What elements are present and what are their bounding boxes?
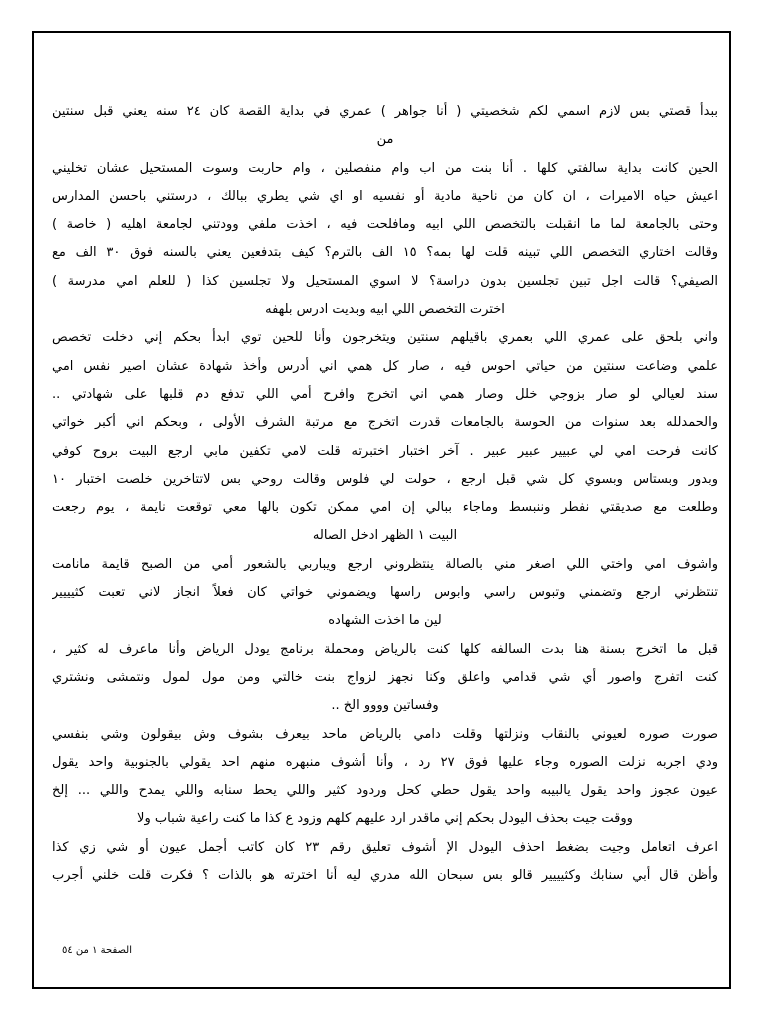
text-line: كنت اتفرج واصور أي شي قدامي واعلق وكنا نجهز لزواج بنت خالتي ومن مول لمول ونتمشى ونشتري [52,669,718,685]
text-line: واني بلحق على عمري اللي بعمري باقيلهم سنتين ويتخرجون وأنا للحين توي ابدأ بحكم إني دخلت تخصص [52,330,718,346]
text-line: اعرف اتعامل وجيت بضغط احذف اليودل الإ أشوف تعليق رقم ٢٣ كان كاتب أجمل عيون أو شي زي كذا [52,839,718,855]
text-line: والحمدلله بعد سنوات من الحوسة بالجامعات قدرت اتخرج مع مرتبة الشرف الأولى ، وبحكم اني أكبر خواتي [52,415,718,431]
text-line: وبدور وبستاس وبسوي كل شي قبل ارجع ، حولت لي فلوس وقالت روحي بس لاتتاخرين خلصت اختبار ١٠ [52,471,718,487]
text-line: اعيش حياه الاميرات ، ان كان من ناحية مادية أو نفسيه او اي شي يطري ببالك ، درستني باحسن المدارس [52,188,718,204]
text-line: وحتى بالجامعة لما ما انقبلت بالتخصص اللي ابيه ومافلحت فيه ، اخذت ملفي وودتني لجامعة اهليه ( خاصة ) [52,217,718,233]
text-line: سند لعيالي لو صار بزوجي خلل وصار همي اني اتخرج وافرح أمي اللي تدفع دم قلبها على شهادتي .. [52,386,718,402]
text-line: الحين كانت بداية سالفتي كلها . أنا بنت من اب وام منفصلين ، وام حاربت وسوت المستحيل عشان تخليني [52,160,718,176]
text-line: وفساتين وووو الخ .. [331,698,439,714]
text-line: الصيفي؟ قالت اجل تبين تجلسين بدون دراسة؟ لا اسوي المستحيل ولا تجلسين كذا ( للعلم امي مدرسة ) [52,273,718,289]
document-body [52,98,718,890]
text-line: البيت ١ الظهر ادخل الصاله [312,528,458,544]
text-line: من [376,132,394,148]
text-line: تنتظرني ارجع وتضمني وتبوس راسي وابوس راسها ويضموني خواتي كان فعلاً انجاز لاني تعبت كثيييير [52,585,718,601]
text-line: كانت فرحت امي لي عبيير عبير عبير . آخر اختبار اختبرته قلت لامي تكفين مابي ارجع البيت بروح كوفي [52,443,718,459]
text-line: ودي اجربه نزلت الصوره وجاء عليها فوق ٢٧ رد ، وأنا أشوف منبهره منهم احد يقولي بالجنوبية واحد يقول [52,754,718,770]
text-line: وطلعت مع صديقتي نفطر وننبسط وماجاء ببالي إن امي ممكن تكون بالها معي توقعت نايمة ، يوم رجعت [52,500,718,516]
text-line: عيون عجوز واحد يقول يالبيبه واحد يقول حطي كحل وردود كثير واللي يحط سنابه واللي يمدح واللي ... إلخ [52,783,718,799]
text-line: لين ما اخذت الشهاده [328,613,442,629]
text-line: علمي وضاعت سنتين من حياتي احوس فيه ، صار كل همي اني أدرس وأخذ شهادة عشان اصير نفس امي [52,358,718,374]
text-line: واشوف امي واختي اللي اصغر مني بالصالة ينتظروني ارجع ويباربي بالشعور أمي من الصبح قايمة مانامت [52,556,718,572]
text-line: وقالت اختاري التخصص اللي تبينه قلت لها بمه؟ ١٥ الف بالترم؟ كيف بتدفعين يعني بالسنه فوق ٣٠ الف مع [52,245,718,261]
text-line: ببدأ قصتي بس لازم اسمي لكم شخصيتي ( أنا جواهر ) عمري في بداية القصة كان ٢٤ سنه يعني قبل سنتين [52,104,718,119]
text-line: ووقت جيت بحذف اليودل بحكم إني ماقدر ارد عليهم كلهم وزود ع كذا ما كنت راعية شباب ولا [137,811,633,827]
text-line: اخترت التخصص اللي ابيه وبديت ادرس بلهفه [265,302,505,318]
text-line: وأظن قال أبي سنابك وكثيييير قالو بس سبحان الله مدري ليه أنا اخترته هو بالذات ؟ فكرت قلت خلني أجرب [52,868,718,884]
text-line: قبل ما اتخرج بسنة هنا بدت السالفه كلها كنت بالرياض ومحملة برنامج يودل الرياض وأنا ماعرف له كثير ، [52,641,718,657]
text-line: صورت صوره لعيوني بالنقاب ونزلتها وقلت دامي بالرياض ماحد بيعرف بشوف وش بيقولون وشي بنفسي [52,726,718,742]
page-number-footer: الصفحة ١ من ٥٤ [62,945,133,956]
